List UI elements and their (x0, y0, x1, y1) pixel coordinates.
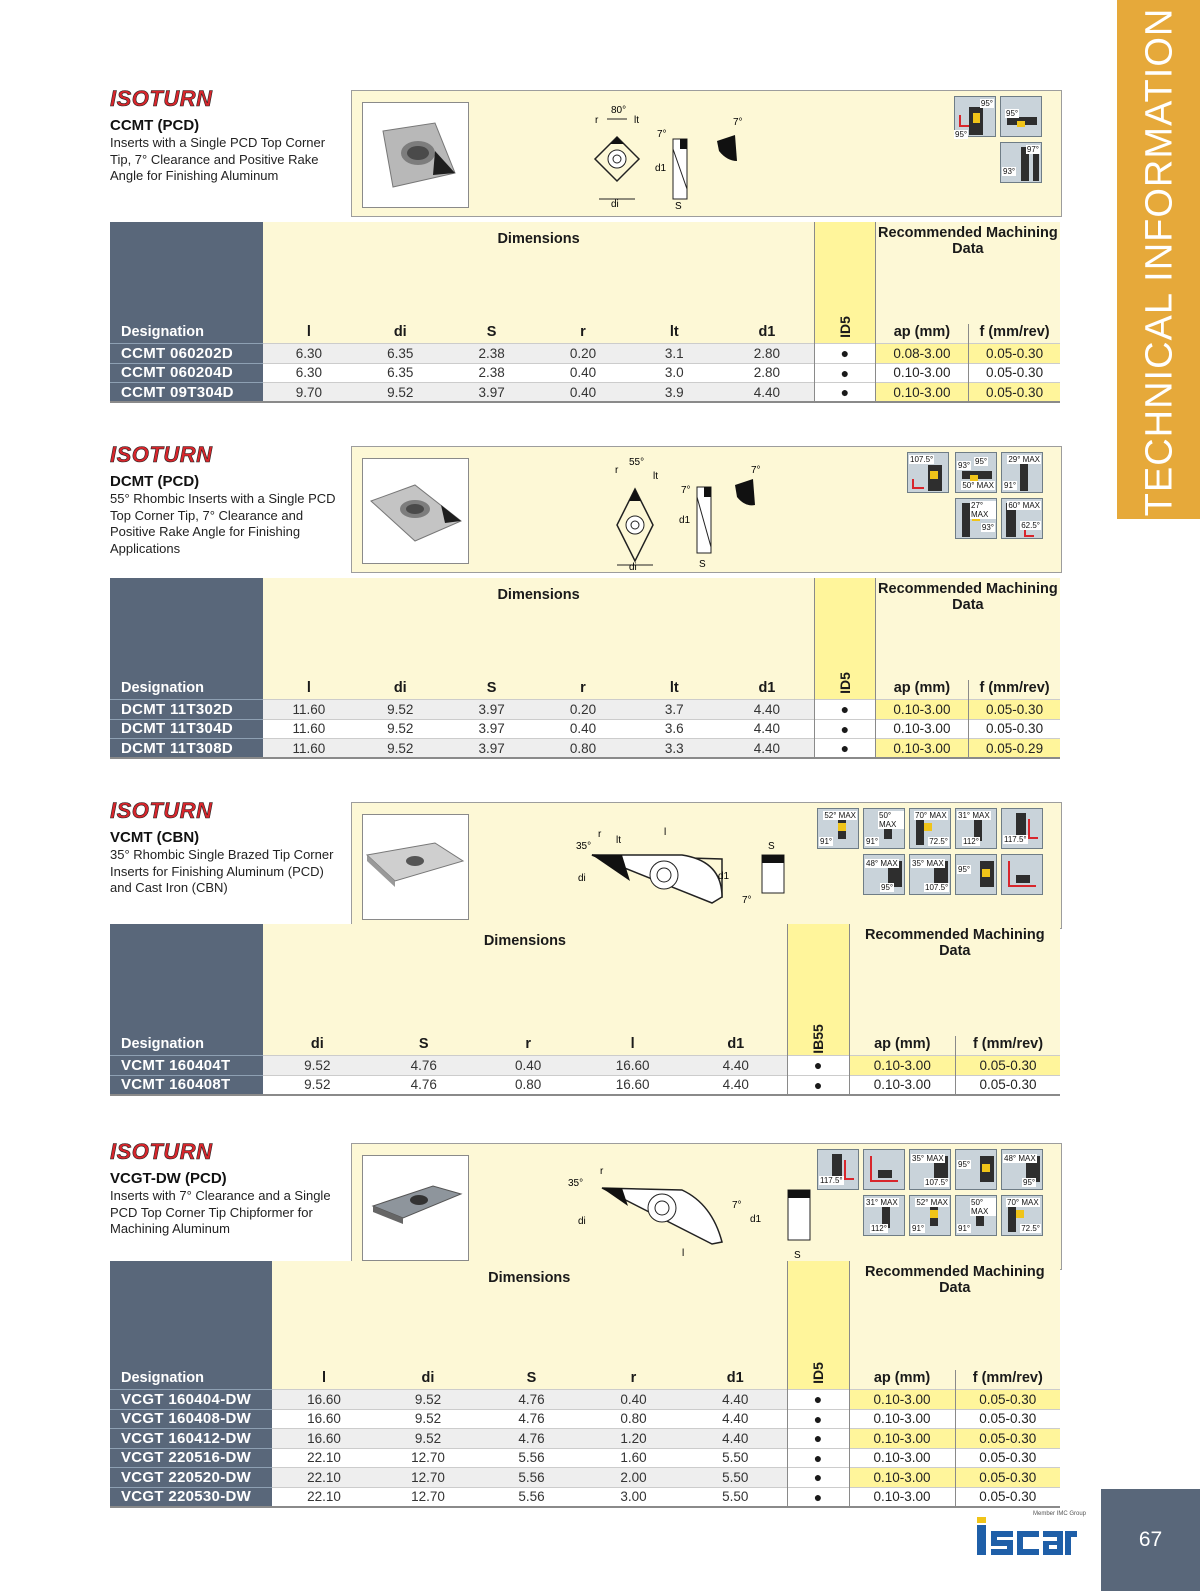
svg-text:S: S (794, 1250, 801, 1261)
svg-text:S: S (675, 201, 682, 211)
svg-text:7°: 7° (742, 895, 752, 906)
brand-logo: ISOTURN (110, 442, 213, 467)
designation-header: Designation (110, 1261, 272, 1390)
application-icon: 29° MAX 91° (1001, 452, 1043, 493)
table-row: VCGT 220516-DW 22.10 12.70 5.56 1.60 5.50 ● 0.10-3.00 0.05-0.30 (110, 1448, 1060, 1468)
column-header: r (537, 680, 628, 700)
insert-photo (362, 1155, 469, 1261)
svg-text:d1: d1 (750, 1214, 762, 1225)
application-icon: 95° (1000, 96, 1042, 137)
ap-header: ap (mm) (875, 680, 968, 700)
insert-drawing (577, 99, 777, 211)
svg-text:di: di (578, 873, 586, 884)
product-description: Inserts with a Single PCD Top Corner Tip, 7° Clearance and Positive Rake Angle for Finishing Aluminum (110, 135, 326, 183)
table-row: VCGT 220530-DW 22.10 12.70 5.56 3.00 5.50 ● 0.10-3.00 0.05-0.30 (110, 1487, 1060, 1507)
grade-header: ID5 (787, 1261, 849, 1390)
svg-text:d1: d1 (718, 871, 730, 882)
insert-photo (362, 458, 469, 564)
ap-header: ap (mm) (849, 1036, 955, 1056)
column-header: lt (629, 324, 720, 344)
table-row: VCMT 160408T 9.52 4.76 0.80 16.60 4.40 ● 0.10-3.00 0.05-0.30 (110, 1075, 1060, 1095)
application-icon: 48° MAX 95° (863, 854, 905, 895)
application-icon (863, 1149, 905, 1190)
application-icon: 48° MAX 95° (1001, 1149, 1043, 1190)
application-icon: 31° MAX 112° (863, 1195, 905, 1236)
product-title: VCMT (CBN) (110, 829, 200, 846)
svg-text:d1: d1 (655, 163, 667, 174)
column-header: di (355, 680, 446, 700)
insert-drawing (607, 453, 787, 571)
table-row: DCMT 11T304D 11.60 9.52 3.97 0.40 3.6 4.40 ● 0.10-3.00 0.05-0.30 (110, 719, 1060, 739)
application-icon: 35° MAX 107.5° (909, 854, 951, 895)
application-icon: 107.5° (907, 452, 949, 493)
ap-header: ap (mm) (875, 324, 968, 344)
iscar-logo (977, 1515, 1077, 1565)
logo-subtitle: Member IMC Group (1033, 1511, 1087, 1517)
column-header: r (476, 1036, 580, 1056)
application-icon: 93° 95° 50° MAX (955, 452, 997, 493)
recommended-header: Recommended Machining Data (849, 924, 1060, 1036)
product-title: DCMT (PCD) (110, 473, 200, 490)
column-header: l (272, 1370, 376, 1390)
table-row: VCMT 160404T 9.52 4.76 0.40 16.60 4.40 ● 0.10-3.00 0.05-0.30 (110, 1056, 1060, 1076)
dimensions-header: Dimensions (263, 222, 814, 324)
application-icon: 50° MAX 91° (863, 808, 905, 849)
application-icon: 117.5° (1001, 808, 1043, 849)
svg-text:l: l (682, 1248, 685, 1259)
designation-header: Designation (110, 924, 263, 1056)
dimensions-header: Dimensions (263, 578, 814, 680)
application-icon: 95° (954, 96, 996, 137)
insert-photo (362, 814, 469, 920)
svg-text:55°: 55° (629, 457, 645, 468)
svg-text:7°: 7° (681, 485, 691, 496)
column-header: lt (629, 680, 720, 700)
svg-text:r: r (598, 829, 602, 840)
column-header: d1 (720, 680, 814, 700)
svg-text:7°: 7° (733, 117, 743, 128)
column-header: d1 (720, 324, 814, 344)
application-icon: 31° MAX 112° (955, 808, 997, 849)
column-header: di (355, 324, 446, 344)
table-row: DCMT 11T308D 11.60 9.52 3.97 0.80 3.3 4.40 ● 0.10-3.00 0.05-0.29 (110, 739, 1060, 759)
application-icon: 35° MAX 107.5° (909, 1149, 951, 1190)
svg-text:S: S (699, 559, 706, 570)
f-header: f (mm/rev) (969, 324, 1060, 344)
table-row: CCMT 060204D 6.30 6.35 2.38 0.40 3.0 2.80 ● 0.10-3.00 0.05-0.30 (110, 363, 1060, 383)
svg-text:lt: lt (653, 471, 658, 482)
svg-text:80°: 80° (611, 105, 627, 116)
recommended-header: Recommended Machining Data (849, 1261, 1060, 1370)
column-header: l (263, 324, 354, 344)
spec-table (110, 578, 1060, 759)
product-title: CCMT (PCD) (110, 117, 200, 134)
recommended-header: Recommended Machining Data (875, 222, 1060, 324)
table-row: VCGT 220520-DW 22.10 12.70 5.56 2.00 5.50 ● 0.10-3.00 0.05-0.30 (110, 1468, 1060, 1488)
column-header: l (263, 680, 354, 700)
grade-header: ID5 (814, 578, 875, 700)
figure-box (351, 1143, 1062, 1270)
column-header: di (263, 1036, 371, 1056)
application-icon: 27° MAX 93° (955, 498, 997, 539)
product-title: VCGT-DW (PCD) (110, 1170, 227, 1187)
svg-text:di: di (611, 199, 619, 210)
column-header: l (580, 1036, 684, 1056)
insert-drawing (562, 1164, 822, 1268)
table-row: DCMT 11T302D 11.60 9.52 3.97 0.20 3.7 4.40 ● 0.10-3.00 0.05-0.30 (110, 700, 1060, 720)
ap-header: ap (mm) (849, 1370, 955, 1390)
dimensions-header: Dimensions (272, 1261, 787, 1370)
insert-drawing (572, 825, 802, 925)
figure-box: 80° r lt di 7° d1 S 7° 95° 95° 97° 93° 95° (351, 90, 1062, 217)
svg-text:di: di (629, 562, 637, 571)
svg-text:r: r (600, 1166, 604, 1177)
svg-text:7°: 7° (751, 465, 761, 476)
column-header: S (372, 1036, 476, 1056)
spec-table (110, 222, 1060, 403)
product-description: 55° Rhombic Inserts with a Single PCD Top Corner Tip, 7° Clearance and Positive Rake Angle for Finishing Applications (110, 491, 336, 556)
spec-table (110, 1261, 1060, 1508)
application-icon: 95° (955, 854, 997, 895)
svg-text:35°: 35° (576, 841, 592, 852)
product-description: 35° Rhombic Single Brazed Tip Corner Inserts for Finishing Aluminum (PCD) and Cast Iron (CBN) (110, 847, 334, 895)
page-number: 67 (1101, 1489, 1200, 1591)
svg-text:r: r (595, 115, 599, 126)
f-header: f (mm/rev) (956, 1036, 1060, 1056)
f-header: f (mm/rev) (955, 1370, 1060, 1390)
application-icon: 70° MAX 72.5° (1001, 1195, 1043, 1236)
insert-photo (362, 102, 469, 208)
f-header: f (mm/rev) (969, 680, 1060, 700)
svg-text:S: S (768, 841, 775, 852)
column-header: S (446, 680, 537, 700)
application-icon (1001, 854, 1043, 895)
dimensions-header: Dimensions (263, 924, 787, 1036)
column-header: r (583, 1370, 684, 1390)
column-header: di (376, 1370, 480, 1390)
column-header: S (480, 1370, 583, 1390)
svg-text:d1: d1 (679, 515, 691, 526)
svg-text:r: r (615, 465, 619, 476)
product-description: Inserts with 7° Clearance and a Single PCD Top Corner Tip Chipformer for Machining Aluminum (110, 1188, 331, 1236)
svg-text:di: di (578, 1216, 586, 1227)
application-icon: 97° 93° (1000, 142, 1042, 183)
svg-text:l: l (664, 827, 667, 838)
svg-text:lt: lt (616, 835, 621, 846)
brand-logo: ISOTURN (110, 86, 213, 111)
svg-text:7°: 7° (657, 129, 667, 140)
column-header: S (446, 324, 537, 344)
figure-box (351, 802, 1062, 929)
application-icon: 50° MAX 91° (955, 1195, 997, 1236)
svg-text:7°: 7° (732, 1200, 742, 1211)
grade-header: IB55 (787, 924, 849, 1056)
table-row: CCMT 09T304D 9.70 9.52 3.97 0.40 3.9 4.40 ● 0.10-3.00 0.05-0.30 (110, 383, 1060, 403)
application-icon: 60° MAX 62.5° (1001, 498, 1043, 539)
application-icon: 70° MAX 72.5° (909, 808, 951, 849)
designation-header: Designation (110, 222, 263, 344)
spec-table (110, 924, 1060, 1096)
application-icon: 117.5° (817, 1149, 859, 1190)
application-icon: 52° MAX 91° (909, 1195, 951, 1236)
column-header: d1 (685, 1036, 787, 1056)
table-row: VCGT 160404-DW 16.60 9.52 4.76 0.40 4.40 ● 0.10-3.00 0.05-0.30 (110, 1390, 1060, 1410)
brand-logo: ISOTURN (110, 1139, 213, 1164)
column-header: d1 (684, 1370, 787, 1390)
recommended-header: Recommended Machining Data (875, 578, 1060, 680)
grade-header: ID5 (814, 222, 875, 344)
table-row: VCGT 160408-DW 16.60 9.52 4.76 0.80 4.40 ● 0.10-3.00 0.05-0.30 (110, 1409, 1060, 1429)
svg-text:lt: lt (634, 115, 639, 126)
application-icon: 95° (955, 1149, 997, 1190)
table-row: CCMT 060202D 6.30 6.35 2.38 0.20 3.1 2.80 ● 0.08-3.00 0.05-0.30 (110, 344, 1060, 364)
figure-box (351, 446, 1062, 573)
designation-header: Designation (110, 578, 263, 700)
table-row: VCGT 160412-DW 16.60 9.52 4.76 1.20 4.40 ● 0.10-3.00 0.05-0.30 (110, 1429, 1060, 1449)
application-icon: 52° MAX 91° (817, 808, 859, 849)
brand-logo: ISOTURN (110, 798, 213, 823)
side-tab-title: TECHNICAL INFORMATION (1138, 7, 1181, 517)
svg-text:35°: 35° (568, 1178, 584, 1189)
column-header: r (537, 324, 628, 344)
